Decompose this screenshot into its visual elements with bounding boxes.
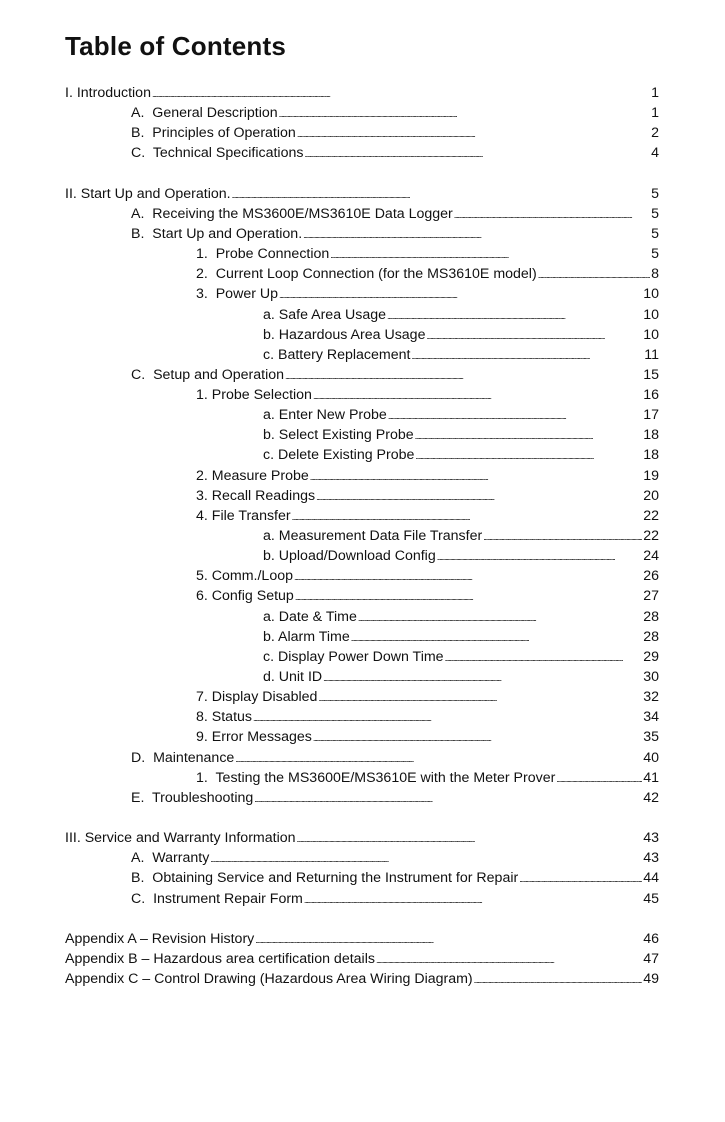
toc-entry bbox=[0, 83, 725, 103]
toc-entry-label: b. Select Existing Probe bbox=[263, 427, 414, 444]
toc-entry bbox=[0, 647, 725, 667]
toc-entry-label: a. Measurement Data File Transfer bbox=[263, 528, 483, 545]
toc-entry bbox=[0, 305, 725, 325]
toc-entry-label: A. Receiving the MS3600E/MS3610E Data Logger bbox=[131, 205, 453, 222]
toc-entry-label: 8. Status bbox=[196, 709, 252, 726]
toc-entry bbox=[0, 607, 725, 627]
toc-entry-page: 16 bbox=[643, 387, 659, 404]
toc-entry-page: 10 bbox=[643, 306, 659, 323]
toc-dot-leader bbox=[304, 890, 642, 910]
toc-dot-leader bbox=[318, 688, 642, 708]
toc-dot-leader bbox=[294, 567, 642, 587]
toc-dot-leader bbox=[295, 587, 642, 607]
toc-entry-page: 42 bbox=[643, 789, 659, 806]
toc-dot-leader bbox=[210, 849, 642, 869]
toc-entry-page: 1 bbox=[651, 85, 659, 101]
toc-entry bbox=[0, 506, 725, 526]
toc-entry-label: 2. Measure Probe bbox=[196, 467, 309, 484]
toc-entry bbox=[0, 103, 725, 123]
toc-entry bbox=[0, 727, 725, 747]
toc-dot-leader bbox=[232, 185, 650, 205]
toc-list bbox=[0, 83, 725, 989]
toc-entry bbox=[0, 748, 725, 768]
toc-entry bbox=[0, 405, 725, 425]
toc-dot-leader bbox=[454, 205, 650, 225]
toc-entry-label: B. Start Up and Operation. bbox=[131, 225, 303, 242]
toc-entry-page: 18 bbox=[643, 427, 659, 444]
toc-entry-page: 4 bbox=[651, 145, 659, 162]
toc-entry bbox=[0, 445, 725, 465]
toc-entry-page: 41 bbox=[643, 769, 659, 786]
toc-entry bbox=[0, 466, 725, 486]
toc-dot-leader bbox=[519, 869, 642, 889]
toc-entry-page: 34 bbox=[643, 709, 659, 726]
toc-entry-label: B. Obtaining Service and Returning the Instrument for Repair bbox=[131, 870, 519, 887]
toc-entry bbox=[0, 768, 725, 788]
toc-entry-label: c. Battery Replacement bbox=[263, 346, 411, 363]
toc-entry-label: A. General Description bbox=[131, 105, 278, 122]
toc-entry-page: 5 bbox=[651, 246, 659, 263]
toc-entry-page: 10 bbox=[643, 286, 659, 303]
toc-entry bbox=[0, 546, 725, 566]
toc-entry bbox=[0, 244, 725, 264]
toc-entry bbox=[0, 848, 725, 868]
toc-entry bbox=[0, 345, 725, 365]
toc-entry-page: 11 bbox=[644, 346, 659, 363]
toc-entry-label: C. Instrument Repair Form bbox=[131, 890, 303, 907]
toc-dot-leader bbox=[304, 144, 650, 164]
toc-dot-leader bbox=[310, 467, 642, 487]
toc-entry-page: 43 bbox=[643, 850, 659, 867]
toc-dot-leader bbox=[316, 487, 642, 507]
toc-dot-leader bbox=[285, 366, 642, 386]
toc-entry-page: 5 bbox=[651, 185, 659, 202]
toc-entry-page: 49 bbox=[643, 971, 659, 988]
toc-entry-page: 32 bbox=[643, 689, 659, 706]
toc-entry-label: 1. Probe Selection bbox=[196, 387, 312, 404]
toc-dot-leader bbox=[538, 265, 650, 285]
toc-entry-page: 5 bbox=[651, 225, 659, 242]
toc-entry bbox=[0, 143, 725, 163]
toc-dot-leader bbox=[313, 728, 642, 748]
toc-entry-page: 8 bbox=[651, 266, 659, 283]
toc-dot-leader bbox=[254, 789, 642, 809]
toc-entry-label: C. Setup and Operation bbox=[131, 366, 285, 383]
toc-entry-page: 10 bbox=[643, 326, 659, 343]
toc-entry-label: b. Alarm Time bbox=[263, 628, 350, 645]
toc-entry-label: 7. Display Disabled bbox=[196, 689, 318, 706]
toc-entry-page: 45 bbox=[643, 890, 659, 907]
toc-dot-leader bbox=[358, 608, 642, 628]
toc-entry bbox=[0, 385, 725, 405]
toc-entry bbox=[0, 325, 725, 345]
toc-entry-label: 1. Probe Connection bbox=[196, 246, 330, 263]
toc-entry-page: 29 bbox=[643, 648, 659, 665]
toc-entry-page: 15 bbox=[643, 366, 659, 383]
toc-dot-leader bbox=[445, 648, 643, 668]
toc-entry-label: E. Troubleshooting bbox=[131, 789, 254, 806]
toc-entry-label: Appendix B – Hazardous area certification details bbox=[65, 950, 375, 967]
toc-entry-page: 27 bbox=[643, 588, 659, 605]
toc-entry bbox=[0, 586, 725, 606]
toc-entry bbox=[0, 707, 725, 727]
toc-dot-leader bbox=[292, 507, 643, 527]
toc-entry bbox=[0, 627, 725, 647]
toc-entry-page: 5 bbox=[651, 205, 659, 222]
toc-entry-label: c. Delete Existing Probe bbox=[263, 447, 415, 464]
toc-entry-page: 35 bbox=[643, 729, 659, 746]
toc-entry-label: b. Upload/Download Config bbox=[263, 548, 436, 565]
toc-entry bbox=[0, 264, 725, 284]
toc-entry-label: I. Introduction bbox=[65, 85, 151, 101]
toc-entry-page: 44 bbox=[643, 870, 659, 887]
toc-entry bbox=[0, 123, 725, 143]
toc-entry-label: b. Hazardous Area Usage bbox=[263, 326, 426, 343]
toc-entry-label: 9. Error Messages bbox=[196, 729, 312, 746]
toc-dot-leader bbox=[415, 446, 642, 466]
toc-entry-label: a. Safe Area Usage bbox=[263, 306, 387, 323]
toc-entry-label: II. Start Up and Operation. bbox=[65, 185, 231, 202]
toc-entry-label: 6. Config Setup bbox=[196, 588, 294, 605]
toc-dot-leader bbox=[303, 225, 650, 245]
toc-entry-page: 2 bbox=[651, 125, 659, 142]
toc-entry-label: a. Enter New Probe bbox=[263, 407, 387, 424]
toc-entry-label: 3. Power Up bbox=[196, 286, 279, 303]
toc-dot-leader bbox=[255, 930, 642, 950]
toc-entry-label: 3. Recall Readings bbox=[196, 487, 316, 504]
toc-dot-leader bbox=[279, 104, 650, 124]
toc-dot-leader bbox=[387, 306, 642, 326]
toc-dot-leader bbox=[330, 245, 650, 265]
toc-entry-page: 47 bbox=[643, 950, 659, 967]
toc-dot-leader bbox=[152, 84, 650, 104]
toc-entry-page: 19 bbox=[643, 467, 659, 484]
toc-entry-label: D. Maintenance bbox=[131, 749, 235, 766]
toc-entry bbox=[0, 868, 725, 888]
toc-entry-page: 28 bbox=[643, 628, 659, 645]
toc-entry bbox=[0, 929, 725, 949]
toc-entry-page: 20 bbox=[643, 487, 659, 504]
toc-entry-page: 22 bbox=[643, 528, 659, 545]
toc-entry-page: 1 bbox=[651, 105, 659, 122]
toc-entry bbox=[0, 969, 725, 989]
toc-entry-page: 43 bbox=[643, 830, 659, 847]
toc-entry bbox=[0, 566, 725, 586]
toc-dot-leader bbox=[376, 950, 642, 970]
toc-entry-page: 30 bbox=[643, 669, 659, 686]
toc-entry bbox=[0, 526, 725, 546]
toc-entry-page: 46 bbox=[643, 930, 659, 947]
toc-entry bbox=[0, 224, 725, 244]
toc-dot-leader bbox=[313, 386, 642, 406]
toc-entry-label: B. Principles of Operation bbox=[131, 125, 296, 142]
toc-dot-leader bbox=[388, 406, 642, 426]
toc-entry bbox=[0, 425, 725, 445]
toc-dot-leader bbox=[297, 829, 643, 849]
toc-entry-label: 4. File Transfer bbox=[196, 507, 291, 524]
toc-entry bbox=[0, 889, 725, 909]
toc-entry-label: Appendix C – Control Drawing (Hazardous Area Wiring Diagram) bbox=[65, 971, 473, 988]
toc-entry bbox=[0, 788, 725, 808]
toc-entry-label: d. Unit ID bbox=[263, 669, 323, 686]
toc-dot-leader bbox=[323, 668, 642, 688]
toc-dot-leader bbox=[426, 326, 642, 346]
toc-dot-leader bbox=[253, 708, 642, 728]
toc-dot-leader bbox=[415, 426, 643, 446]
toc-entry bbox=[0, 687, 725, 707]
toc-entry bbox=[0, 828, 725, 848]
toc-entry-page: 26 bbox=[643, 568, 659, 585]
toc-entry-page: 40 bbox=[643, 749, 659, 766]
toc-entry-label: 5. Comm./Loop bbox=[196, 568, 293, 585]
toc-entry bbox=[0, 365, 725, 385]
toc-entry bbox=[0, 949, 725, 969]
toc-entry-label: a. Date & Time bbox=[263, 608, 357, 625]
toc-entry-label: 2. Current Loop Connection (for the MS3610E model) bbox=[196, 266, 537, 283]
toc-dot-leader bbox=[297, 124, 650, 144]
toc-dot-leader bbox=[411, 346, 643, 366]
toc-entry-page: 28 bbox=[643, 608, 659, 625]
toc-entry-label: c. Display Power Down Time bbox=[263, 648, 444, 665]
toc-entry-page: 18 bbox=[643, 447, 659, 464]
toc-entry-page: 22 bbox=[643, 507, 659, 524]
toc-entry-label: Appendix A – Revision History bbox=[65, 930, 255, 947]
toc-entry bbox=[0, 667, 725, 687]
toc-entry-label: 1. Testing the MS3600E/MS3610E with the Meter Prover bbox=[196, 769, 556, 786]
toc-entry-label: III. Service and Warranty Information bbox=[65, 830, 296, 847]
toc-dot-leader bbox=[437, 547, 642, 567]
toc-dot-leader bbox=[474, 970, 643, 990]
toc-dot-leader bbox=[483, 527, 642, 547]
toc-entry bbox=[0, 204, 725, 224]
toc-dot-leader bbox=[556, 769, 642, 789]
toc-entry-page: 24 bbox=[643, 548, 659, 565]
toc-dot-leader bbox=[279, 285, 642, 305]
toc-entry-page: 17 bbox=[643, 407, 659, 424]
page-title: Table of Contents bbox=[65, 31, 287, 61]
toc-entry bbox=[0, 486, 725, 506]
toc-dot-leader bbox=[235, 749, 642, 769]
toc-entry bbox=[0, 184, 725, 204]
toc-entry bbox=[0, 284, 725, 304]
toc-dot-leader bbox=[351, 628, 642, 648]
toc-entry-label: A. Warranty bbox=[131, 850, 210, 867]
toc-entry-label: C. Technical Specifications bbox=[131, 145, 304, 162]
